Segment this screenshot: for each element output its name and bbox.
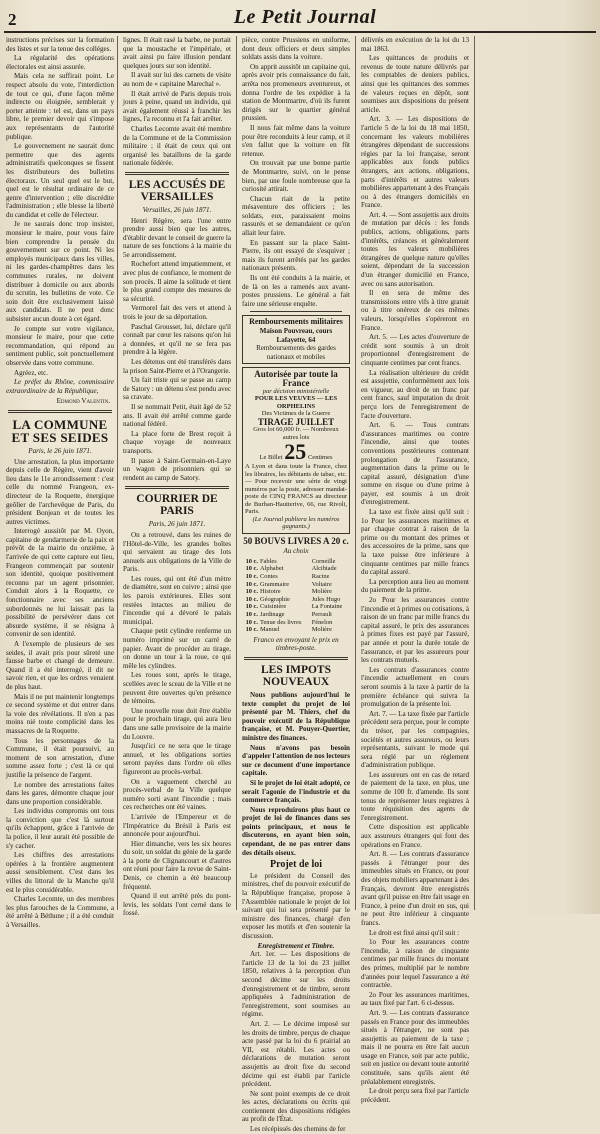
paragraph: Mais cela ne suffirait point. Le respect absolu du vote, l'interdiction de tout ce qui, d'une façon même indirecte ou éloignée, semblerait y porter atteinte : tel est, dans un pays libre, le premier devoir qui s'impose aux représentants de l'autorité publique. [6,72,114,141]
paragraph: Cette disposition est applicable aux assureurs étrangers qui font des opérations en France. [361,823,469,849]
paragraph: Je ne saurais donc trop insister, monsieur le maire, pour vous faire bien comprendre la pensée du gouvernement sur ce point. Ni les employés municipaux dans les villes, ni les gardes-champêtres dans les communes rurales, ne doivent distribuer à domicile ou aux abords du scrutin, les bulletins de vote. Ce soin doit être exclusivement laissé aux candidats. Il ne peut donc subsister aucun doute à cet égard. [6,220,114,323]
paragraph: Chaque petit cylindre renferme un numéro imprimé sur un carré de papier. Avant de procéder au tirage, on donne un tour à la roue, ce qui mêle les cylindres. [123,627,231,670]
paragraph: Art. 2. — Le décime imposé sur les droits de timbre, perçus de chaque acte passé par la loi du 6 prairial an VII, est rétabli. Les actes ou déclarations de mutation seront assujettis au droit fixe du second décime qui est établi par l'article précédent. [242,1019,350,1089]
lottery-advertisement [242,367,350,533]
paragraph: Tous les personnages de la Commune, il était poursuivi, au moment de son arrestation, d'une somme assez forte ; c'est là ce qui justifie la présence de l'argent. [6,736,114,779]
section-rule [125,486,229,489]
books-list [242,558,350,634]
section-subheading: Enregistrement et Timbre. [257,941,335,950]
paragraph: Un fait triste qui se passe au camp de Satory : un détenu s'est pendu avec sa cravate. [123,376,231,402]
books-note: Franco en envoyant le prix en timbres-poste. [253,635,339,653]
paragraph: Nous publions aujourd'hui le texte complet du projet de loi présenté par M. Thiers, chef du pouvoir exécutif de la République française, et M. Pouyer-Quertier, ministre des finances. [242,690,350,742]
article-headline: COURRIER DE PARIS [136,493,218,518]
masthead-title: Le Petit Journal [233,6,377,28]
book-title: Histoire [260,588,281,596]
paragraph: Charles Lecomte avait été membre de la Commune et de la Commission militaire ; il était de ceux qui ont organisé les bataillons de la garde nationale fédérée. [123,124,231,168]
section-heading: Projet de loi [269,859,323,871]
paragraph: Il se nommait Petit, était âgé de 52 ans. Il avait été arrêté comme garde national fédéré. [123,402,231,429]
paragraph: Agréez, etc. [14,368,49,377]
paragraph: Chacun riait de la petite mésaventure des officiers ; les soldats, eux, paraissaient moins rassurés et se demandaient ce qu'on allait leur faire. [242,194,350,238]
books-ad-subtitle: Au choix [283,547,309,556]
article-headline: LES IMPOTS NOUVEAUX [261,663,331,688]
paragraph: En passant sur la place Saint-Pierre, ils ont essayé de s'esquiver ; mais ils furent arrêtés par les gardes nationaux présents. [242,238,350,273]
book-row [242,619,350,627]
book-title: Contes [260,573,278,581]
price-value: 25 [284,439,307,465]
column-3 [242,36,350,1134]
paragraph: Vermorel fait des vers et attend à trois le jour de sa déportation. [123,304,231,322]
book-row [242,581,350,589]
paragraph: Le préfet du Rhône, commissaire extraordinaire de la République, [6,378,114,395]
book-title: Tenue des livres [260,618,302,626]
page-number: 2 [8,10,17,29]
book-title: Géographie [260,595,290,603]
paragraph: Art. 7. — La taxe fixée par l'article précédent sera perçue, pour le compte du trésor, par les compagnies, sociétés et autres assureurs, ou leurs représentants, suivant le mode qui sera réglé par un règlement d'administration publique. [361,709,469,770]
column-divider [355,36,356,910]
book-price: 10 c. [245,557,258,565]
dateline: Paris, le 26 juin 1871. [28,446,92,455]
paragraph: Une nouvelle roue doit être établie pour le prochain tirage, qui aura lieu dans une salle provisoire de la mairie du Louvre. [123,706,231,741]
paragraph: L'arrivée de l'Empereur et de l'Impératrice du Brésil à Paris est annoncée pour aujourd'hui. [123,812,231,839]
column-divider [117,36,118,910]
book-row [242,626,350,634]
ad-line: Des Victimes de la Guerre [261,410,331,418]
section-rule [8,410,112,413]
paragraph: Les récépissés des chemins de fer [250,1125,346,1134]
book-title: Jules Hugo [311,595,341,603]
book-title: Corneille [311,557,336,565]
paragraph: Quand il eut arrêté près du pont-levis, les soldats l'ont cerné dans le fossé. [123,892,231,918]
book-row [242,603,350,611]
section-rule [125,172,229,175]
paragraph: Art. 9. — Les contrats d'assurance passés en France pour des immeubles situés à l'étranger, ne sont pas assujettis au paiement de la taxe ; mais il ne pourra en être fait aucun usage en France, soit par acte public, soit en justice ou devant toute autorité constituée, sans qu'ils aient été préalablement enregistrés. [361,1008,469,1086]
books-ad-title: 50 BOUVS LIVRES A 20 c. [243,535,349,546]
column-divider [236,36,237,910]
ad-line: Gros lot 60,000 fr. — Nombreux autres lots [253,426,339,441]
article-headline: LA COMMUNE ET SES SEIDES [11,416,109,445]
book-row [242,588,350,596]
paragraph: La taxe est fixée ainsi qu'il suit : 1o Pour les assurances maritimes et par chaque contrat à raison de la prime ou du montant des primes et des accessoires de la prime, sans que la taxe puisse être inférieure à cinquante centimes par mille francs du capital assuré. [361,508,469,577]
paragraph: Il en sera de même des transmissions entre vifs à titre gratuit ou à titre onéreux de ces mêmes valeurs, lorsqu'elles s'opéreront en France. [361,289,469,332]
page-header [0,0,600,34]
book-row [242,565,350,573]
paragraph: On a retrouvé, dans les ruines de l'Hôtel-de-Ville, les grandes boîtes qui servaient au tirage des lots annuels aux obligations de la Ville de Paris. [123,530,231,574]
advertisement [242,315,350,364]
paragraph: Interrogé aussitôt par M. Oyon, capitaine de gendarmerie de la paix et prévôt de la mairie du onzième, à l'arrivée de qui cette capture eut lieu, Frangeon commençait par soutenir son identité, quoique positivement reconnu par un agent prisonnier. Conduit alors à la Roquette, ce fonctionnaire avec ses anciens subordonnés ne lui laissait pas la possibilité de persévérer dans cet absurde système, il se résigna à convenir de son identité. [6,527,114,639]
book-title: Alphabet [260,565,284,573]
book-title: Voltaire [311,580,332,588]
paragraph: 1o Pour les assurances contre l'incendie, à raison de cinquante centimes par mille francs du montant des primes, multiplié par le nombre d'années pour lequel l'assurance a été contractée. [361,938,469,990]
paragraph: Le nombre des arrestations faites dans les gares, démontre chaque jour dans une proportion considérable. [6,780,114,806]
column-1 [6,36,114,929]
paragraph: Rochefort attend impatiemment, et avec plus de confiance, le moment de son procès. Il aime la solitude et tient le plus grand compte des mesures de sa sécurité. [123,260,231,303]
paragraph: Art. 6. — Tous contrats d'assurances maritimes ou contre l'incendie, ainsi que toutes conventions postérieures contenant prolongation de l'assurance, augmentation dans la prime ou le capital assuré, désignation d'une somme en risque ou d'une prime à payer, est soumis à un droit d'enregistrement. [361,421,469,507]
book-price: 10 c. [245,565,258,573]
paragraph: Art. 5. — Les actes d'ouverture de crédit sont soumis à un droit proportionnel d'enregistrement de cinquante centimes par cent francs. [361,333,469,367]
paragraph: A l'exemple de plusieurs de ses seides, il avait pris pour sûreté une fausse barbe et changé de demeure. Quand il a été interrogé, il dit ne savoir rien, et que les ordres venaient de plus haut. [6,640,114,691]
paragraph: Henri Régère, sera l'une entre prendre aussi bien que les autres, d'établir devant le conseil de guerre la nature de ses fonctions à la mairie du 5e arrondissement. [123,216,231,259]
book-title: Alcibiade [311,565,337,573]
book-price: 10 c. [245,603,258,611]
paragraph: Le droit perçu sera fixé par l'article précédent. [361,1087,469,1104]
paragraph: lignes. Il était rasé la barbe, ne portait que la moustache et l'impériale, et avait ainsi pu faire illusion pendant quelques jours sur son identité. [123,36,231,70]
book-row [242,596,350,604]
book-title: Manuel [260,626,280,634]
paragraph: On a vaguement cherché au procès-verbal de la Ville quelque numéro sorti avant l'incendie ; mais ces recherches ont été vaines. [123,777,231,812]
paragraph: Les quittances de produits et revenus de toute nature délivrés par les comptables de deniers publics, ainsi que les quittances des sommes de valeurs reçues en dépôt, sont soumises aux dispositions du présent article. [361,54,469,114]
header-rule [4,31,596,33]
paragraph: Il passe à Saint-Germain-en-Laye un wagon de prisonniers qui se rendent au camp de Satory. [123,456,231,482]
book-title: Grammaire [260,580,290,588]
paragraph: Mais il ne put maintenir longtemps ce second système et dut entrer dans la voie des révélations. Il n'en a pas moins nié toute complicité dans les massacres de la Roquette. [6,692,114,735]
ad-line: par décision ministérielle [262,387,330,395]
paragraph: La perception aura lieu au moment du paiement de la prime. [361,577,469,595]
paragraph: Les assureurs ont en cas de retard de paiement de la taxe, en plus, une somme de 100 fr. d'amende. Ils sont tenus de représenter leurs registres à toute réquisition des agents de l'enregistrement. [361,770,469,822]
ad-line: Maison Pouvreau, cours Lafayette, 64 [259,327,333,344]
column-5-edge [480,36,590,910]
ad-line: (Le Journal publiera les numéros gagnants.) [252,515,340,531]
paragraph: Art. 1er. — Les dispositions de l'article 13 de la loi du 23 juillet 1850, relatives à la perception d'un second décime sur les droits d'enregistrement et de timbre, seront appliquées à l'administration de l'enregistrement, sont soumises au régime. [242,950,350,1019]
paragraph: Ils ont été conduits à la mairie, et de là on les a ramenés aux avant-postes prussiens. Le général a fait faire une sérieuse enquête. [242,274,350,308]
paragraph: Art. 3. — Les dispositions de l'article 5 de la loi du 18 mai 1850, concernant les valeurs mobilières étrangères dépendant de successions régies par la loi française, seront applicables aux fonds publics étrangers, aux actions, obligations, parts d'intérêts et autres valeurs mobilières appartenant à des Français ou à des étrangers domiciliés en France. [361,115,469,210]
ad-title: Remboursements militaires [249,317,343,327]
price-label: Le Billet [259,454,283,462]
paragraph: Les individus compromis ont tous la conviction que c'est là surtout qu'ils échappent, grâce à l'arrivée de la police, il leur aurait été possible de s'y cacher. [6,807,114,850]
paragraph: Les chiffres des arrestations opérées à la frontière augmentent aussi sensiblement. C'est dans les villes du littoral de la Manche qu'il est le plus considérable. [6,851,114,894]
price-unit: Centimes [307,454,333,462]
paragraph: Ne sont point exempts de ce droit les actes, déclarations ou écrits qui contiennent des dispositions rédigées au profit de l'État. [242,1089,350,1124]
paragraph: La place forte de Brest reçoit à chaque voyage de nouveaux transports. [123,429,231,455]
book-price: 10 c. [245,611,258,618]
book-price: 10 c. [245,580,258,588]
paragraph: Si le projet de loi était adopté, ce serait l'agonie de l'industrie et du commerce français. [242,778,350,805]
paragraph: Art. 4. — Sont assujettis aux droits de mutation par décès : les fonds publics, actions, obligations, parts d'intérêts, créances et généralement toutes les valeurs mobilières étrangères de quelque nature qu'elles soient, dépendant de la succession d'un étranger domicilié en France, avec ou sans autorisation. [361,210,469,288]
column-divider [474,36,475,910]
paragraph: Nous n'avons pas besoin d'appeler l'attention de nos lecteurs sur ce document d'une importance capitale. [242,743,350,778]
paragraph: Nous reproduirons plus haut ce projet de loi de finances dans ses points principaux, et nous le discuterons, en ayant bien soin, cependant, de ne pas entrer dans des détails oiseux. [242,805,350,857]
book-title: Jardinage [260,611,285,618]
section-rule [244,657,348,660]
paragraph: délivrés en exécution de la loi du 13 mai 1863. [361,36,469,53]
paragraph: Le gouvernement ne saurait donc permettre que des agents administratifs quelconques se fissent les distributeurs des bulletins électoraux. Un seul quel est le but, quel est le résultat ordinaire de ce genre d'intervention ; elle discrédite l'administration ; elle blesse la liberté du candidat et celle de l'électeur. [6,142,114,219]
paragraph: Le droit est fixé ainsi qu'il suit : [369,928,460,937]
paragraph: Il était arrivé de Paris depuis trois jours à peine, quand un individu, qui avait également réussi à franchir les lignes, l'a reconnu et l'a fait arrêter. [123,89,231,124]
paragraph: Hier dimanche, vers les six heures du soir, un soldat du génie de la garde à la porte de Clignancourt et d'autres ont réuni pour faire la revue de Saint-Denis, ce chemin a été beaucoup fréquenté. [123,839,231,891]
ad-line: TIRAGE JUILLET [257,416,335,427]
paragraph: La réalisation ultérieure du crédit est assujettie, conformément aux lois en vigueur, au droit de un franc par cent francs, sauf imputation du droit perçu lors de l'enregistrement de l'acte d'ouverture. [361,368,469,420]
column-2 [123,36,231,918]
book-title: Fables [260,557,277,565]
paragraph: Les roues, qui ont été d'un mètre de diamètre, sont en cuivre ; ainsi que les parois extérieures. Elles sont restées intactes au milieu de l'incendie qui a dévoré le palais municipal. [123,574,231,626]
section-rule [250,311,342,312]
book-title: Cuisinière [260,603,287,611]
column-4 [361,36,469,1104]
dateline: Versailles, 26 juin 1871. [142,205,212,214]
paragraph: Les contrats d'assurances contre l'incendie actuellement en cours seront soumis à la taxe à partir de la première échéance qui suivra la promulgation de la présente loi. [361,665,469,709]
ad-title: Autorisée par toute la France [254,369,338,388]
paragraph: Charles Lecomte, un des membres les plus farouches de la Commune, a été arrêté à Béthune ; il a été conduit à Versailles. [6,895,114,929]
dateline: Paris, 26 juin 1871. [148,520,206,529]
book-price: 10 c. [245,618,258,626]
book-price: 10 c. [245,626,258,634]
book-title: La Fontaine [311,603,343,611]
book-row [242,558,350,566]
book-price: 10 c. [245,588,258,596]
paragraph: Paschal Grousset, lui, déclare qu'il connaît par cœur les raisons qu'on lui a données, et qu'il ne se fera pas prendre à la légère. [123,322,231,357]
ad-line: Remboursements des gardes nationaux et mobiles [256,344,336,361]
paragraph: La régularité des opérations électorales est ainsi assurée. [6,54,114,71]
book-price: 10 c. [245,573,258,581]
ad-line: POUR LES VEUVES — LES ORPHELINS [254,395,338,410]
paragraph: Il avait sur lui des carnets de visite au nom de « capitaine Marechal ». [123,71,231,88]
ad-line: A Lyon et dans toute la France, chez les libraires, les débitants de tabac, etc. — Pour recevoir une série de vingt numéros par la poste, adresser mandat-poste de CINQ FRANCS au directeur de Burhan-Hautterive, 66, rue Rivoli, Paris. [245,463,347,516]
paragraph: Art. 8. — Les contrats d'assurance passés à l'étranger pour des immeubles situés en France, ou pour des objets mobiliers appartenant à des Français, devront être enregistrés avant qu'il puisse en être fait usage en France, à peine d'un droit en sus, qui ne peut être inférieur à cinquante francs. [361,850,469,927]
book-title: Racine [311,573,330,581]
book-title: Molière [311,626,332,634]
paragraph: pièce, contre Prussiens en uniforme, dont deux officiers et deux simples soldats assis dans la voiture. [242,36,350,62]
paragraph: Il nous fait même dans la voiture pour être reconduits à leur camp, et il s'en fallut que la voiture en fût retenue. [242,123,350,158]
paragraph: 2o Pour les assurances maritimes, au taux fixé par l'art. 6 ci-dessus. [361,990,469,1008]
book-row [242,573,350,581]
book-title: Perrault [311,611,332,618]
paragraph: Une arrestation, la plus importante depuis celle de Régère, vient d'avoir lieu dans le 11e arrondissement : c'est celle du nommé Frangeon, ex-directeur de la Roquette, énergique geôlier de l'archevêque de Paris, du président Bonjean et de toutes les autres victimes. [6,457,114,526]
book-title: Molière [311,588,332,596]
book-title: Fénelon [311,618,333,626]
signature: Edmond Valentin. [56,397,110,406]
paragraph: Le président du Conseil des ministres, chef du pouvoir exécutif de la République française, propose à l'Assemblée nationale le projet de loi suivant qui lui sera présenté par le ministre des finances, chargé d'en exposer les motifs et d'en soutenir la discussion. [242,871,350,940]
paragraph: Jusqu'ici ce ne sera que le tirage annuel, et les obligations sorties seront payées dans l'ordre où elles figureront au procès-verbal. [123,742,231,776]
paragraph: 2o Pour les assurances contre l'incendie et à primes ou cotisations, à raison de un franc par mille francs du capital assuré, le prix des assurances à primes fixes est payé par l'assuré, par année et pour la durée totale de l'assurance, et par les assureurs pour les contrats mutuels. [361,596,469,665]
article-headline: LES ACCUSÉS DE VERSAILLES [128,178,226,203]
paragraph: instructions précises sur la formation des listes et sur la tenue des colléges. [6,36,114,53]
paragraph: On trouvait par une bonne partie de Montmartre, suivi, on le pense bien, par une foule nombreuse que la curiosité attirait. [242,159,350,194]
paragraph: Les roues sont, après le tirage, scellées avec le sceau de la Ville et ne peuvent être ouvertes qu'en présence de témoins. [123,671,231,706]
paragraph: Je compte sur votre vigilance, monsieur le maire, pour que cette recommandation, qui répond au sentiment public, soit ponctuellement observée dans votre commune. [6,324,114,367]
paragraph: Les détenus ont été transférés dans la prison Saint-Pierre et à l'Orangerie. [123,358,231,375]
book-price: 10 c. [245,595,258,603]
book-row [242,611,350,619]
paragraph: On apprit aussitôt un capitaine qui, après avoir pris connaissance du fait, arrêta nos promeneurs aventureux, et donna l'ordre de les expédier à la station de Montmartre, d'où ils furent dirigés sur le quartier général prussien. [242,62,350,123]
